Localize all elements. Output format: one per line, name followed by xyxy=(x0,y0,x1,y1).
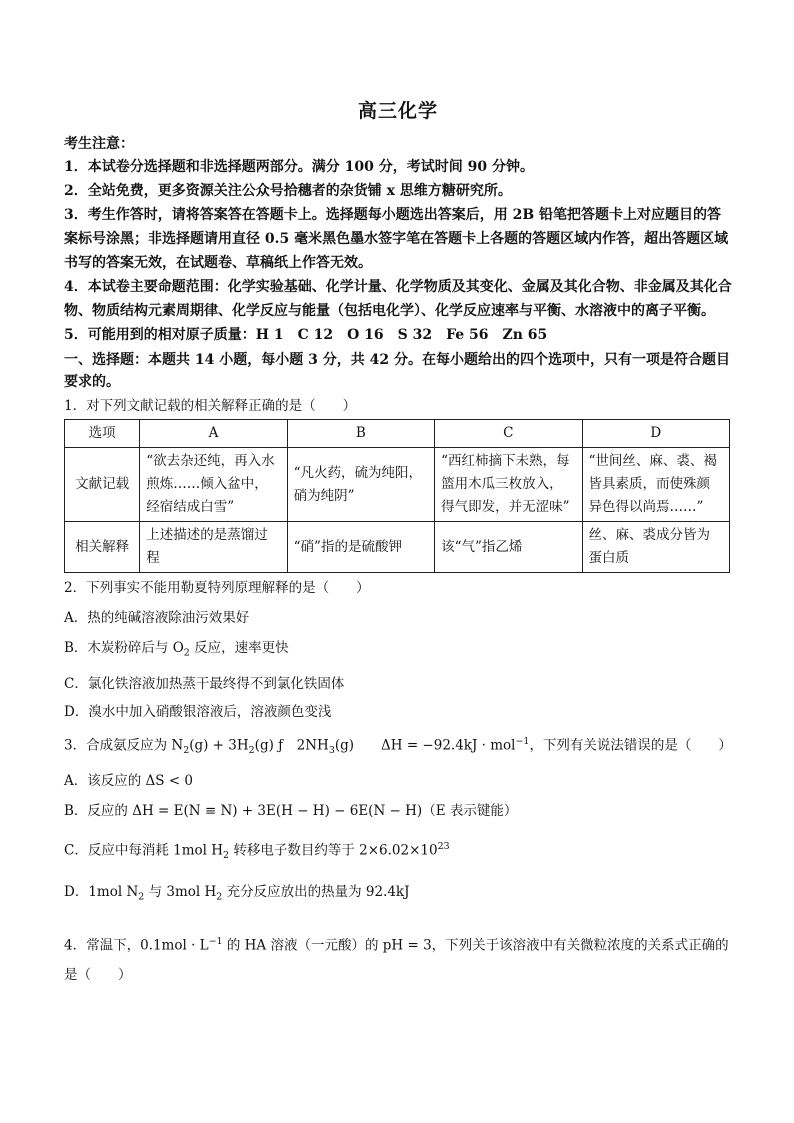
option-text: C．反应中每消耗 1mol H xyxy=(64,842,224,859)
notice-block xyxy=(64,133,732,347)
table-cell: “硝”指的是硫酸钾 xyxy=(287,522,434,573)
table-header-cell: D xyxy=(582,420,729,448)
question-1-stem: 1．对下列文献记载的相关解释正确的是（ ） xyxy=(64,398,357,414)
superscript: −1 xyxy=(208,935,223,947)
subscript: 2 xyxy=(138,891,145,903)
table-cell: 文献记载 xyxy=(65,448,140,522)
question-2-stem: 2．下列事实不能用勒夏特列原理解释的是（ ） xyxy=(64,580,370,596)
notice-item-5: 5．可能用到的相对原子质量：H 1 C 12 O 16 S 32 Fe 56 Zn 65 xyxy=(64,327,548,343)
stem-text: 3．合成氨反应为 N xyxy=(64,737,184,754)
table-row xyxy=(65,522,730,573)
subscript: 3 xyxy=(328,744,335,756)
table-header-cell: A xyxy=(140,420,287,448)
option-text: 与 3mol H xyxy=(144,884,217,901)
superscript: 23 xyxy=(437,840,450,852)
notice-heading: 考生注意： xyxy=(64,136,134,152)
question-3-option-d xyxy=(64,881,732,909)
question-2-option-c: C．氯化铁溶液加热蒸干最终得不到氯化铁固体 xyxy=(64,675,345,692)
stem-text: (g) + 3H xyxy=(189,737,249,754)
subscript: 2 xyxy=(223,850,230,862)
notice-item-1: 1．本试卷分选择题和非选择题两部分。满分 100 分，考试时间 90 分钟。 xyxy=(64,159,534,175)
option-text: 充分反应放出的热量为 92.4kJ xyxy=(222,884,410,901)
subscript: 2 xyxy=(216,891,223,903)
notice-item-4: 4．本试卷主要命题范围：化学实验基础、化学计量、化学物质及其变化、金属及其化合物、非金属及其化合物、物质结构元素周期律、化学反应与能量（包括电化学）、化学反应速率与平衡、水溶液中的离子平衡。 xyxy=(64,279,732,319)
notice-item-2: 2．全站免费，更多资源关注公众号拾穗者的杂货铺 x 思维方糖研究所。 xyxy=(64,183,512,199)
table-cell: 丝、麻、裘成分皆为蛋白质 xyxy=(582,522,729,573)
superscript: −1 xyxy=(515,735,530,747)
table-header-row xyxy=(65,420,730,448)
table-cell: 该“气”指乙烯 xyxy=(435,522,582,573)
option-text: D．1mol N xyxy=(64,884,139,901)
table-header-cell: C xyxy=(435,420,582,448)
option-text: 反应，速率更快 xyxy=(189,640,289,656)
table-row xyxy=(65,448,730,522)
notice-item-3: 3．考生作答时，请将答案答在答题卡上。选择题每小题选出答案后，用 2B 铅笔把答题卡上对应题目的答案标号涂黑；非选择题请用直径 0.5 毫米黑色墨水签字笔在答题卡上各题的答题区域内作答，超出答题区域书写的答案无效，在试题卷、草稿纸上作答无效。 xyxy=(64,207,729,271)
table-cell: “凡火药，硫为纯阳，硝为纯阴” xyxy=(287,448,434,522)
stem-text: (g) ΔH = −92.4kJ · mol xyxy=(334,737,516,754)
subscript: 2 xyxy=(183,744,190,756)
page-title: 高三化学 xyxy=(357,100,438,122)
question-1-table xyxy=(64,419,730,573)
table-header-cell: 选项 xyxy=(65,420,140,448)
stem-text: 的 HA 溶液（一元酸）的 pH = 3，下列关于该溶液中有关微粒浓度的关系式正确的是（ ） xyxy=(64,937,729,984)
table-header-cell: B xyxy=(287,420,434,448)
stem-text: ，下列有关说法错误的是（ ） xyxy=(529,737,732,754)
stem-text: 4．常温下，0.1mol · L xyxy=(64,937,209,954)
section-heading: 一、选择题：本题共 14 小题，每小题 3 分，共 42 分。在每小题给出的四个选项中，只有一项是符合题目要求的。 xyxy=(64,352,730,390)
table-cell: “欲去杂还纯，再入水煎炼……倾入盆中，经宿结成白雪” xyxy=(140,448,287,522)
option-text: B．木炭粉碎后与 O xyxy=(64,640,184,656)
question-2-option-a: A．热的纯碱溶液除油污效果好 xyxy=(64,610,250,626)
question-3-stem xyxy=(64,731,732,762)
question-3-option-c xyxy=(64,836,732,867)
table-cell: 上述描述的是蒸馏过程 xyxy=(140,522,287,573)
subscript: 2 xyxy=(183,647,190,659)
option-text: 转移电子数目约等于 2×6.02×10 xyxy=(229,842,438,859)
exam-page xyxy=(64,96,732,996)
table-cell: 相关解释 xyxy=(65,522,140,573)
question-4-stem xyxy=(64,927,732,991)
question-2-option-d: D．溴水中加入硝酸银溶液后，溶液颜色变浅 xyxy=(64,703,332,720)
table-cell: “西红柿摘下未熟，每篮用木瓜三枚放入，得气即发，并无涩味” xyxy=(435,448,582,522)
subscript: 2 xyxy=(248,744,255,756)
question-3-option-a: A．该反应的 ΔS < 0 xyxy=(64,772,194,789)
question-2-option-b xyxy=(64,637,732,665)
stem-text: (g) ƒ 2NH xyxy=(254,737,329,754)
question-3-option-b: B．反应的 ΔH = E(N ≡ N) + 3E(H − H) − 6E(N − H)（E 表示键能） xyxy=(64,802,518,819)
table-cell: “世间丝、麻、裘、褐皆具素质，而使殊颜异色得以尚焉……” xyxy=(582,448,729,522)
